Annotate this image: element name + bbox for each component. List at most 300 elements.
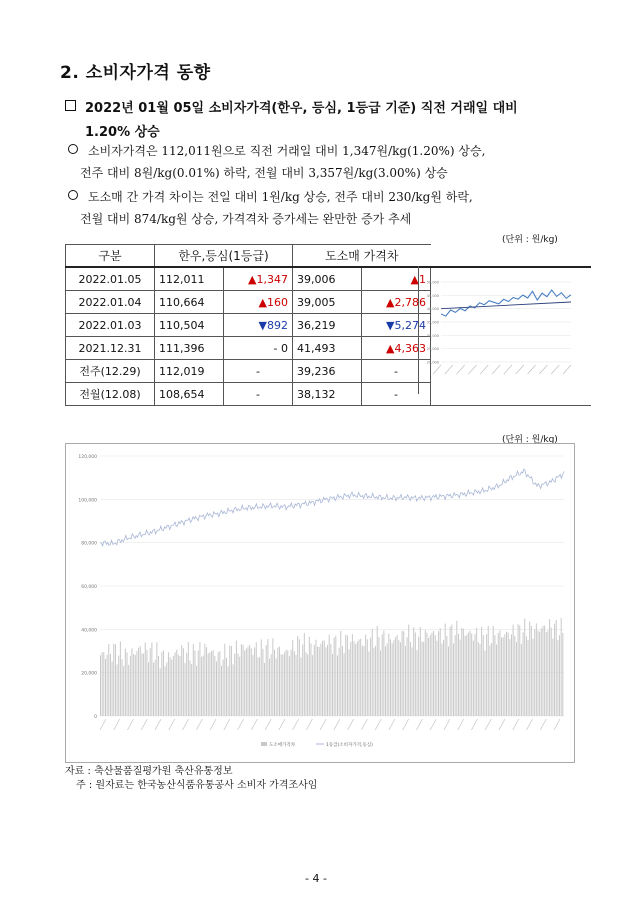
bullet-2-line1: 도소매 간 가격 차이는 전일 대비 1원/kg 상승, 전주 대비 230/kg원 하락,	[88, 190, 473, 204]
bar	[428, 638, 429, 716]
y-tick-label: 60,000	[81, 585, 97, 590]
bar	[435, 635, 436, 716]
x-tick-label	[513, 719, 519, 730]
bar	[506, 632, 507, 716]
bar	[120, 641, 121, 716]
x-tick-label	[528, 365, 536, 374]
bar	[133, 654, 134, 716]
bar	[352, 634, 353, 716]
bar	[236, 641, 237, 716]
row-price: 111,396	[155, 337, 224, 360]
bar	[287, 650, 288, 716]
bar	[562, 633, 563, 716]
bar	[355, 644, 356, 716]
bar	[194, 650, 195, 716]
bullet-2	[68, 186, 588, 230]
x-tick-label	[141, 719, 147, 730]
bar	[516, 642, 517, 716]
bar	[305, 652, 306, 716]
note-label: 주 :	[76, 780, 93, 791]
bar	[206, 647, 207, 716]
row-gap: 39,005	[293, 291, 362, 314]
bar	[320, 644, 321, 716]
y-tick-label: 0	[94, 715, 97, 720]
bullet-1-line2: 전주 대비 8원/kg(0.01%) 하락, 전월 대비 3,357원/kg(3.00%) 상승	[80, 166, 448, 180]
x-tick-label	[433, 365, 441, 374]
bar	[102, 652, 103, 716]
bar	[367, 639, 368, 716]
bar	[170, 657, 171, 716]
gap-change-value: 5,274	[394, 318, 426, 332]
bar	[105, 659, 106, 716]
bar	[330, 644, 331, 716]
bar	[327, 645, 328, 716]
bar	[249, 645, 250, 716]
x-tick-label	[563, 365, 571, 374]
bar	[319, 647, 320, 716]
header-chart-space	[431, 245, 591, 268]
bar	[368, 652, 369, 716]
row-label: 전월(12.08)	[66, 383, 155, 406]
bar	[362, 646, 363, 716]
bar	[425, 630, 426, 716]
x-tick-label	[504, 365, 512, 374]
x-tick-label	[539, 365, 547, 374]
x-tick-label	[457, 365, 465, 374]
bar	[340, 631, 341, 716]
gap-change-value: 4,363	[394, 341, 426, 355]
bar	[309, 637, 310, 716]
legend-bar-swatch	[261, 742, 267, 746]
headline-line2: 1.20% 상승	[85, 125, 160, 140]
gap-change-value: 2,786	[394, 295, 426, 309]
bar	[281, 654, 282, 716]
bar	[186, 653, 187, 716]
bar	[423, 642, 424, 716]
x-tick-label	[251, 719, 257, 730]
bar	[191, 664, 192, 716]
bar	[209, 652, 210, 716]
bar	[219, 651, 220, 716]
series-line	[100, 469, 564, 546]
bar	[173, 656, 174, 716]
bar	[299, 639, 300, 716]
price-bar-line-chart	[66, 444, 574, 762]
bar	[518, 624, 519, 716]
bar	[377, 626, 378, 716]
bar	[141, 654, 142, 716]
row-label: 2021.12.31	[66, 337, 155, 360]
bar	[277, 648, 278, 716]
x-tick-label	[444, 719, 450, 730]
x-tick-label	[306, 719, 312, 730]
bar	[458, 634, 459, 716]
x-tick-label	[265, 719, 271, 730]
bar	[559, 635, 560, 716]
up-arrow-icon: ▲	[258, 295, 267, 309]
price-history-chart	[65, 443, 575, 763]
x-tick-label	[480, 365, 488, 374]
bar	[359, 639, 360, 716]
bar	[499, 630, 500, 716]
headline	[65, 97, 585, 145]
bar	[372, 629, 373, 716]
bar	[243, 645, 244, 716]
bar	[203, 655, 204, 716]
bar	[503, 637, 504, 716]
bar	[221, 666, 222, 716]
circle-bullet-icon	[68, 144, 78, 154]
row-change: -	[224, 360, 293, 383]
bar	[542, 626, 543, 716]
bar	[549, 619, 550, 716]
bar	[546, 632, 547, 716]
bar	[421, 641, 422, 716]
x-tick-label	[224, 719, 230, 730]
bar	[178, 655, 179, 716]
bar	[146, 650, 147, 716]
bar	[382, 634, 383, 716]
bar	[231, 646, 232, 716]
bar	[375, 646, 376, 716]
bar	[557, 640, 558, 716]
row-gap: 39,236	[293, 360, 362, 383]
bar	[196, 666, 197, 716]
bar	[163, 651, 164, 716]
x-tick-label	[416, 719, 422, 730]
bar	[453, 644, 454, 716]
bar	[201, 657, 202, 716]
gap-mini-chart	[418, 266, 579, 394]
bar	[470, 631, 471, 716]
bar	[448, 647, 449, 716]
bar	[511, 634, 512, 716]
change-value: 892	[267, 318, 288, 332]
bar	[494, 635, 495, 716]
bar	[521, 644, 522, 716]
bar	[125, 649, 126, 716]
bar	[216, 661, 217, 716]
bar	[239, 657, 240, 716]
bar	[244, 650, 245, 716]
bar	[204, 644, 205, 716]
y-tick-label: 25,000	[426, 347, 439, 352]
bar	[276, 658, 277, 716]
y-tick-label: 35,000	[426, 320, 439, 325]
x-tick-label	[468, 365, 476, 374]
bar	[534, 629, 535, 716]
bar	[165, 666, 166, 716]
x-tick-label	[375, 719, 381, 730]
x-tick-label	[348, 719, 354, 730]
bar	[533, 639, 534, 716]
header-category: 구분	[66, 245, 155, 268]
row-change	[224, 291, 293, 314]
bar	[498, 633, 499, 716]
down-arrow-icon: ▼	[258, 318, 267, 332]
x-tick-label	[485, 719, 491, 730]
bar	[501, 638, 502, 716]
x-tick-label	[430, 719, 436, 730]
section-title: 2. 소비자가격 동향	[60, 63, 211, 83]
bar	[412, 647, 413, 716]
bar	[272, 638, 273, 716]
bar	[547, 630, 548, 716]
bar	[496, 644, 497, 716]
bar	[289, 656, 290, 716]
bar	[486, 634, 487, 716]
gap-line-chart	[419, 266, 579, 394]
bar	[466, 635, 467, 716]
x-tick-label	[196, 719, 202, 730]
x-tick-label	[551, 365, 559, 374]
bar	[430, 635, 431, 716]
bar	[438, 631, 439, 716]
bar	[488, 626, 489, 716]
bar	[431, 633, 432, 716]
bar	[479, 644, 480, 716]
bar	[455, 635, 456, 716]
bar	[325, 647, 326, 716]
row-gap-change: -	[362, 360, 431, 383]
bar	[445, 624, 446, 716]
bar	[122, 659, 123, 716]
bar	[357, 642, 358, 716]
bar	[213, 650, 214, 716]
bar	[100, 655, 101, 716]
bar	[493, 626, 494, 716]
bar	[398, 640, 399, 716]
bar	[370, 638, 371, 716]
x-tick-label	[169, 719, 175, 730]
bar	[433, 631, 434, 716]
note-text: 원자료는 한국농산식품유통공사 소비자 가격조사임	[95, 780, 318, 791]
bar	[380, 650, 381, 716]
bar	[344, 653, 345, 716]
headline-line1: 2022년 01월 05일 소비자가격(한우, 등심, 1등급 기준) 직전 거래일 대비	[85, 101, 518, 116]
bar	[247, 647, 248, 716]
bar	[339, 648, 340, 716]
bar	[483, 635, 484, 716]
x-tick-label	[458, 719, 464, 730]
bar	[554, 624, 555, 716]
row-price: 110,664	[155, 291, 224, 314]
bar	[349, 649, 350, 716]
bar	[238, 654, 239, 716]
bar	[334, 638, 335, 716]
bar	[269, 659, 270, 716]
bar	[561, 618, 562, 716]
bar	[456, 621, 457, 716]
bar	[214, 656, 215, 716]
bar	[301, 658, 302, 716]
x-tick-label	[128, 719, 134, 730]
bar	[465, 636, 466, 716]
bar	[302, 644, 303, 716]
bar	[441, 644, 442, 716]
bar	[226, 658, 227, 716]
bar	[117, 664, 118, 716]
bar	[279, 647, 280, 716]
bar	[135, 655, 136, 716]
bar	[271, 654, 272, 716]
bar	[118, 656, 119, 716]
bar	[332, 654, 333, 716]
bar	[528, 640, 529, 716]
bar	[304, 633, 305, 716]
bar	[526, 636, 527, 716]
up-arrow-icon: ▲	[410, 272, 419, 286]
bar	[294, 651, 295, 716]
y-tick-label: 100,000	[78, 498, 97, 504]
legend-label: 도소매가격차	[269, 743, 296, 748]
bar	[110, 654, 111, 716]
bar	[440, 628, 441, 716]
square-bullet-icon	[65, 100, 76, 111]
bar	[264, 663, 265, 716]
bar	[408, 625, 409, 716]
bar	[175, 652, 176, 716]
bar	[417, 650, 418, 716]
bar	[536, 623, 537, 716]
row-label: 전주(12.29)	[66, 360, 155, 383]
up-arrow-icon: ▲	[386, 341, 395, 355]
bar	[224, 644, 225, 716]
bar	[481, 627, 482, 716]
bar	[335, 636, 336, 716]
bar	[383, 631, 384, 716]
bar	[347, 636, 348, 716]
bar	[112, 661, 113, 716]
bar	[415, 632, 416, 716]
bar	[158, 656, 159, 716]
x-tick-label	[320, 719, 326, 730]
bar	[476, 628, 477, 716]
bar	[373, 648, 374, 716]
bar	[156, 642, 157, 716]
row-price: 108,654	[155, 383, 224, 406]
bar	[478, 642, 479, 716]
bar	[148, 662, 149, 716]
bar	[312, 655, 313, 716]
trend-line	[441, 302, 571, 309]
bar	[460, 640, 461, 716]
bar	[363, 646, 364, 716]
header-hanwoo: 한우,등심(1등급)	[155, 245, 293, 268]
bar	[223, 659, 224, 716]
x-tick-label	[334, 719, 340, 730]
bar	[410, 642, 411, 716]
bar	[297, 636, 298, 716]
row-price: 112,011	[155, 267, 224, 291]
bar	[108, 644, 109, 716]
bar	[267, 639, 268, 716]
y-tick-label: 20,000	[426, 360, 439, 365]
x-tick-label	[238, 719, 244, 730]
bullet-2-line2: 전월 대비 874/kg원 상승, 가격격차 증가세는 완만한 증가 추세	[80, 212, 412, 226]
bar	[314, 645, 315, 716]
bar	[218, 652, 219, 716]
bar	[266, 645, 267, 716]
bar	[262, 649, 263, 716]
row-gap-change: -	[362, 383, 431, 406]
x-tick-label	[516, 365, 524, 374]
bar	[514, 636, 515, 716]
bar	[405, 646, 406, 716]
source-label: 자료 :	[65, 766, 91, 777]
bar	[403, 631, 404, 716]
bar	[329, 635, 330, 716]
bar	[395, 637, 396, 716]
bar	[513, 625, 514, 716]
bar	[365, 635, 366, 716]
x-tick-label	[293, 719, 299, 730]
bar	[317, 647, 318, 716]
bar	[130, 656, 131, 716]
y-tick-label: 40,000	[81, 628, 97, 634]
bar	[552, 639, 553, 716]
bar	[390, 639, 391, 716]
bar	[392, 643, 393, 716]
bar	[446, 636, 447, 716]
bar	[211, 651, 212, 716]
bar	[241, 644, 242, 716]
bar	[233, 664, 234, 716]
bar	[259, 657, 260, 716]
bar	[519, 626, 520, 716]
row-price: 112,019	[155, 360, 224, 383]
bar	[128, 665, 129, 716]
bar	[468, 633, 469, 716]
bar	[345, 635, 346, 716]
bar	[127, 652, 128, 716]
bar	[402, 631, 403, 716]
bar	[254, 647, 255, 716]
x-tick-label	[279, 719, 285, 730]
bar	[107, 655, 108, 716]
bar	[292, 640, 293, 716]
bar	[451, 625, 452, 716]
bar	[161, 652, 162, 716]
bar	[229, 646, 230, 716]
x-tick-label	[554, 719, 560, 730]
bar	[208, 654, 209, 716]
change-value: 160	[267, 295, 288, 309]
bar	[284, 652, 285, 716]
bar	[183, 648, 184, 716]
source-text: 축산물품질평가원 축산유통정보	[94, 766, 233, 777]
bar	[181, 645, 182, 716]
row-change: - 0	[224, 337, 293, 360]
bar	[342, 646, 343, 716]
bar	[491, 643, 492, 716]
bar	[168, 652, 169, 716]
bar	[140, 646, 141, 716]
row-gap: 38,132	[293, 383, 362, 406]
bar	[151, 642, 152, 716]
bar	[420, 627, 421, 716]
bar	[529, 622, 530, 716]
x-tick-label	[526, 719, 532, 730]
y-tick-label: 45,000	[426, 293, 439, 298]
bar	[471, 634, 472, 716]
y-tick-label: 50,000	[426, 280, 439, 285]
x-tick-label	[492, 365, 500, 374]
bar	[274, 650, 275, 716]
bar	[150, 648, 151, 716]
bar	[185, 663, 186, 716]
bar	[539, 632, 540, 716]
